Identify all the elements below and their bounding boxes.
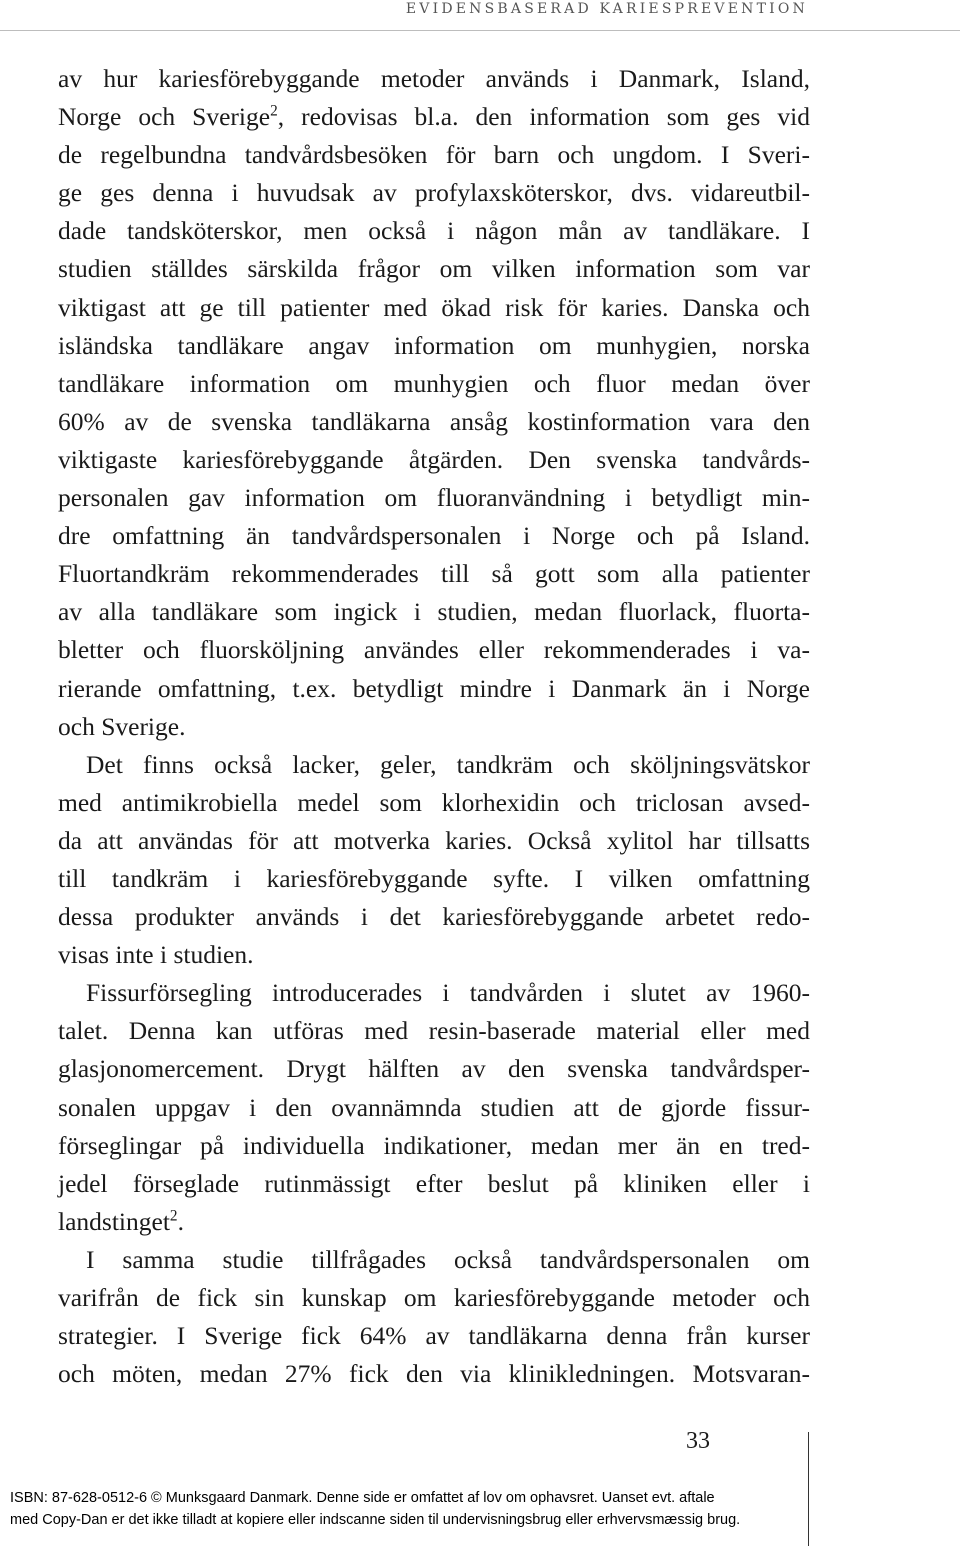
text-line: Det finns också lacker, geler, tandkräm och sköljningsvätskor: [86, 749, 810, 779]
text-line: av hur kariesförebyggande metoder används i Danmark, Island,: [58, 64, 810, 93]
text-line: förseglingar på individuella indikationer, medan mer än en tred-: [58, 1130, 810, 1160]
running-header: EVIDENSBASERAD KARIESPREVENTION: [405, 1, 808, 17]
text-line: dade tandsköterskor, men också i någon mån av tandläkare. I: [58, 216, 810, 246]
text-line: I samma studie tillfrågades också tandvårdspersonalen om: [86, 1244, 810, 1274]
text-line: talet. Denna kan utföras med resin-baserade material eller med: [58, 1016, 810, 1046]
header-rule: [0, 30, 960, 31]
paragraph-1: [58, 60, 810, 746]
footnote-reference: 2: [169, 1207, 178, 1225]
text-line: strategier. I Sverige fick 64% av tandläkarna denna från kurser: [58, 1321, 810, 1351]
text-line: viktigaste kariesförebyggande åtgärden. Den svenska tandvårds-: [58, 444, 810, 474]
text-line: rierande omfattning, t.ex. betydligt mindre i Danmark än i Norge: [58, 673, 810, 703]
text-line: bletter och fluorsköljning användes eller rekommenderades i va-: [58, 635, 810, 665]
text-line: da att användas för att motverka karies. Också xylitol har tillsatts: [58, 825, 810, 855]
text-line: isländska tandläkare angav information om munhygien, norska: [58, 330, 810, 360]
text-line: dessa produkter används i det kariesförebyggande arbetet redo-: [58, 902, 810, 932]
paragraph-3: [58, 974, 810, 1241]
text-line: varifrån de fick sin kunskap om kariesförebyggande metoder och: [58, 1283, 810, 1312]
text-line: Norge och Sverige$^2$, redovisas bl.a. den information som ges vid: [58, 102, 810, 132]
text-line: landstinget$^2$.: [58, 1206, 184, 1236]
text-line: till tandkräm i kariesförebyggande syfte. I vilken omfattning: [58, 863, 810, 893]
text-line: de regelbundna tandvårdsbesöken för barn och ungdom. I Sveri-: [58, 140, 810, 170]
text-line: ge ges denna i huvudsak av profylaxsköterskor, dvs. vidareutbil-: [58, 178, 810, 208]
text-line: med antimikrobiella medel som klorhexidin och triclosan avsed-: [58, 787, 810, 817]
text-line: 60% av de svenska tandläkarna ansåg kostinformation vara den: [58, 406, 810, 436]
text-line: av alla tandläkare som ingick i studien, medan fluorlack, fluorta-: [58, 597, 810, 627]
text-line: visas inte i studien.: [58, 940, 254, 970]
footer-line-2: med Copy-Dan er det ikke tilladt at kopiere eller indscanne siden til undervisningsbrug eller erhvervsmæssig brug.: [10, 1512, 741, 1528]
text-line: glasjonomercement. Drygt hälften av den svenska tandvårdsper-: [58, 1054, 810, 1084]
text-line: och möten, medan 27% fick den via klinikledningen. Motsvaran-: [58, 1359, 810, 1389]
text-line: sonalen uppgav i den ovannämnda studien att de gjorde fissur-: [58, 1092, 810, 1122]
body-text: [58, 60, 810, 1393]
paragraph-2: [58, 746, 810, 975]
footnote-reference: 2: [270, 102, 278, 120]
copyright-footer: [10, 1487, 950, 1531]
page-number: 33: [686, 1428, 710, 1454]
text-line: viktigast att ge till patienter med ökad risk för karies. Danska och: [58, 292, 810, 322]
text-line: Fissurförsegling introducerades i tandvården i slutet av 1960-: [86, 978, 810, 1008]
text-line: Fluortandkräm rekommenderades till så gott som alla patienter: [58, 559, 810, 589]
text-line: personalen gav information om fluoranvändning i betydligt min-: [58, 483, 810, 513]
text-line: och Sverige.: [58, 711, 186, 741]
text-line: tandläkare information om munhygien och fluor medan över: [58, 368, 810, 398]
footer-line-1: ISBN: 87-628-0512-6 © Munksgaard Danmark. Denne side er omfattet af lov om ophavsret. Uanset evt. aftale: [10, 1490, 715, 1506]
paragraph-4: [58, 1241, 810, 1393]
text-line: jedel förseglade rutinmässigt efter beslut på kliniken eller i: [58, 1168, 810, 1198]
text-line: studien ställdes särskilda frågor om vilken information som var: [58, 254, 810, 284]
text-line: dre omfattning än tandvårdspersonalen i Norge och på Island.: [58, 521, 810, 551]
